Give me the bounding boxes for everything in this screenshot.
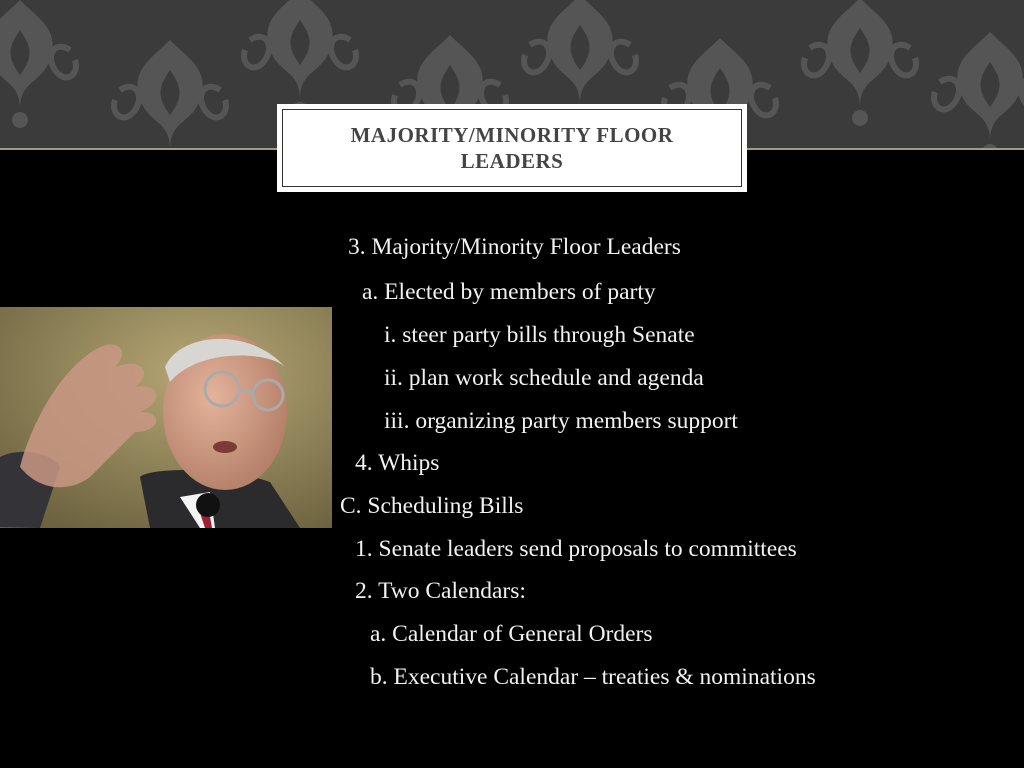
title-frame <box>282 109 742 187</box>
outline-item: 4. Whips <box>355 450 440 476</box>
page-title: MAJORITY/MINORITY FLOOR LEADERS <box>350 123 674 173</box>
outline-item: 3. Majority/Minority Floor Leaders <box>348 234 681 260</box>
outline-item: b. Executive Calendar – treaties & nominations <box>370 664 816 690</box>
outline-item: i. steer party bills through Senate <box>384 322 695 348</box>
speaker-illustration <box>0 307 332 528</box>
outline-item: ii. plan work schedule and agenda <box>384 365 704 391</box>
outline-item: 2. Two Calendars: <box>355 578 526 604</box>
outline-item: C. Scheduling Bills <box>340 493 524 519</box>
outline-item: 1. Senate leaders send proposals to committees <box>355 536 797 562</box>
outline-item: a. Elected by members of party <box>362 279 656 305</box>
speaker-photo <box>0 307 332 528</box>
title-box <box>277 104 747 192</box>
outline-item: a. Calendar of General Orders <box>370 621 653 647</box>
outline-item: iii. organizing party members support <box>384 408 738 434</box>
